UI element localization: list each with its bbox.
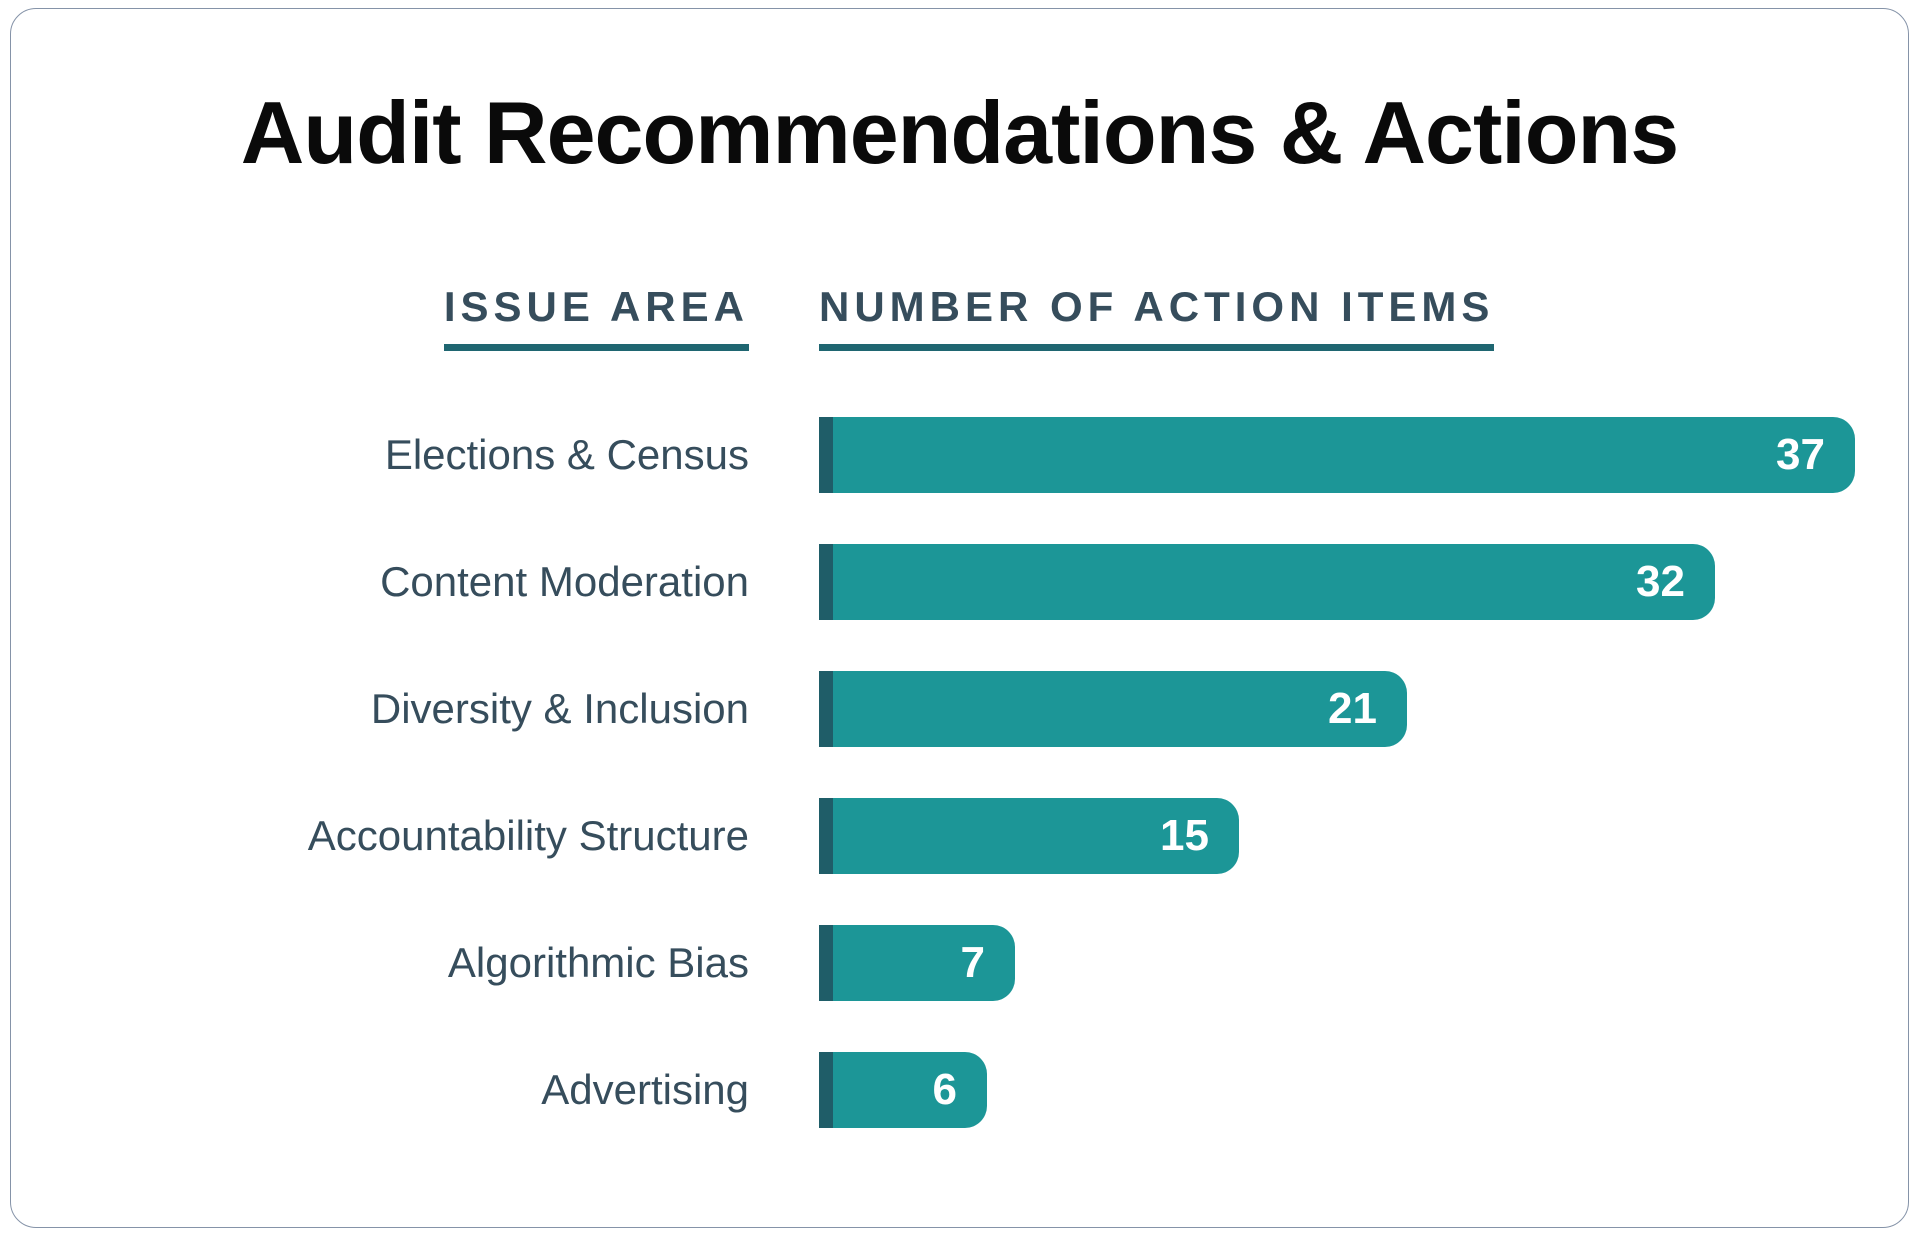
bar [819, 798, 1239, 874]
column-header-issue-area: ISSUE AREA [444, 283, 749, 351]
bar-track [819, 1052, 1908, 1128]
category-label: Content Moderation [380, 557, 749, 605]
chart-row [11, 645, 1908, 772]
column-header-number-of-action-items: NUMBER OF ACTION ITEMS [819, 283, 1494, 351]
bar-chart [11, 391, 1908, 1153]
bar-value: 6 [932, 1064, 957, 1114]
category-label: Advertising [541, 1065, 749, 1113]
bar-value: 32 [1636, 556, 1685, 606]
chart-card [10, 8, 1909, 1228]
issue-area-header-cell [11, 283, 749, 351]
column-headers [11, 283, 1908, 351]
category-label: Diversity & Inclusion [370, 684, 749, 732]
bar [819, 925, 1015, 1001]
bar-track [819, 798, 1908, 874]
category-label: Accountability Structure [307, 811, 749, 859]
chart-title: Audit Recommendations & Actions [240, 83, 1679, 182]
action-items-header-cell [819, 283, 1494, 351]
bar [819, 417, 1855, 493]
bar-value: 37 [1776, 429, 1825, 479]
bar [819, 544, 1715, 620]
category-label: Elections & Census [384, 430, 749, 478]
chart-row [11, 772, 1908, 899]
chart-row [11, 899, 1908, 1026]
chart-row [11, 391, 1908, 518]
chart-row [11, 1026, 1908, 1153]
bar [819, 671, 1407, 747]
bar-value: 21 [1328, 683, 1377, 733]
bar-track [819, 925, 1908, 1001]
bar-track [819, 417, 1908, 493]
chart-row [11, 518, 1908, 645]
bar-value: 15 [1160, 810, 1209, 860]
bar [819, 1052, 987, 1128]
bar-track [819, 671, 1908, 747]
bar-track [819, 544, 1908, 620]
bar-value: 7 [960, 937, 985, 987]
category-label: Algorithmic Bias [447, 938, 749, 986]
